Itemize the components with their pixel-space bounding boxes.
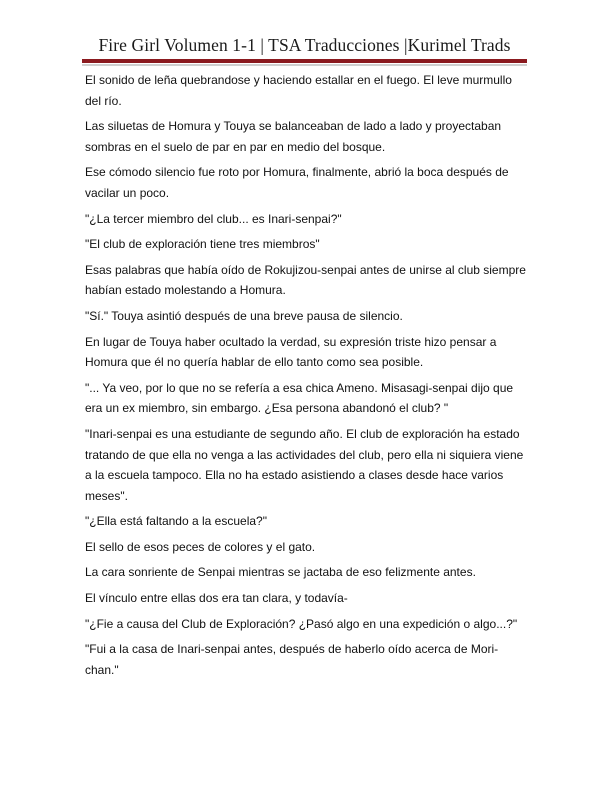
- paragraph: "¿Fie a causa del Club de Exploración? ¿Pasó algo en una expedición o algo...?": [85, 616, 518, 631]
- paragraph: "¿La tercer miembro del club... es Inari-senpai?": [85, 211, 342, 226]
- header-title: Fire Girl Volumen 1-1 | TSA Traducciones |Kurimel Trads: [98, 35, 511, 55]
- paragraph: El sonido de leña quebrandose y haciendo estallar en el fuego. El leve murmullo del río.: [85, 73, 512, 108]
- paragraph: El vínculo entre ellas dos era tan clara, y todavía-: [85, 591, 348, 606]
- paragraph: Esas palabras que había oído de Rokujizou-senpai antes de unirse al club siempre habían estado molestando a Homura.: [85, 262, 526, 298]
- header-rule-gray: [82, 64, 527, 66]
- paragraph: La cara sonriente de Senpai mientras se jactaba de eso felizmente antes.: [85, 565, 476, 580]
- page-header: [82, 34, 527, 56]
- paragraph: "Inari-senpai es una estudiante de segundo año. El club de exploración ha estado tratando de que ella no venga a las actividades del club, pero ella ni siquiera viene a la escuela tampoco. Ella no ha estado asistiendo a clases desde hace varios meses".: [85, 426, 524, 503]
- paragraph: El sello de esos peces de colores y el gato.: [85, 539, 316, 554]
- paragraph: "Sí." Touya asintió después de una breve pausa de silencio.: [85, 308, 403, 323]
- header-rule-red: [82, 59, 527, 63]
- paragraph: "... Ya veo, por lo que no se refería a esa chica Ameno. Misasagi-senpai dijo que era un ex miembro, sin embargo. ¿Esa persona abandonó el club? ": [85, 380, 514, 416]
- paragraph: Ese cómodo silencio fue roto por Homura, finalmente, abrió la boca después de vacilar un poco.: [85, 165, 509, 200]
- paragraph: "El club de exploración tiene tres miembros": [85, 237, 320, 252]
- body-text: [85, 70, 530, 685]
- paragraph: "¿Ella está faltando a la escuela?": [85, 514, 267, 529]
- paragraph: En lugar de Touya haber ocultado la verdad, su expresión triste hizo pensar a Homura que él no quería hablar de ello tanto como sea posible.: [85, 334, 497, 370]
- paragraph: "Fui a la casa de Inari-senpai antes, después de haberlo oído acerca de Mori- chan.": [85, 642, 499, 677]
- paragraph: Las siluetas de Homura y Touya se balanceaban de lado a lado y proyectaban sombras en el suelo de par en par en medio del bosque.: [85, 119, 502, 154]
